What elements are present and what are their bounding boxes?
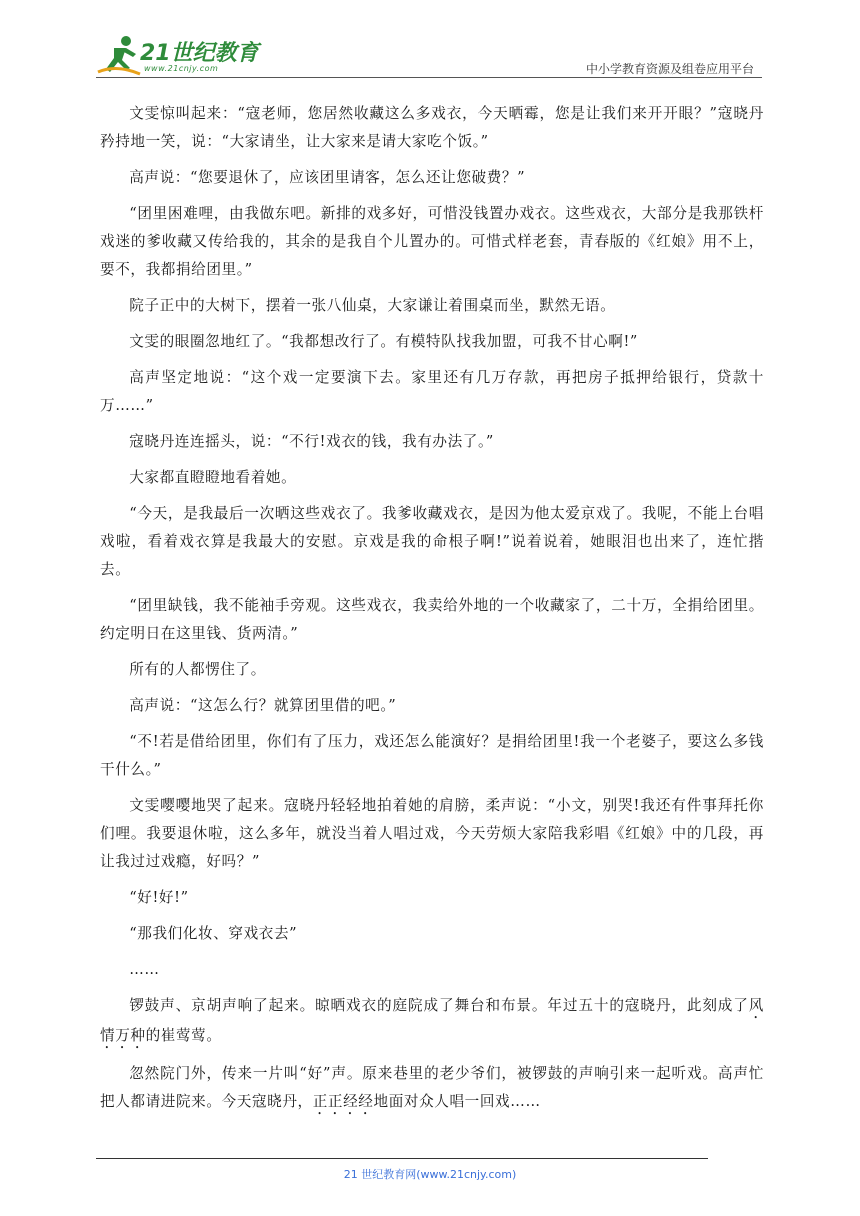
paragraph: 大家都直瞪瞪地看着她。	[129, 469, 297, 486]
footer-divider	[96, 1158, 708, 1159]
paragraph: “好!好!”	[129, 889, 189, 906]
paragraph: 所有的人都愣住了。	[129, 661, 266, 678]
paragraph: “不!若是借给团里，你们有了压力，戏还怎么能演好？是捐给团里!我一个老婆子，要这么多钱干什么。”	[100, 733, 764, 778]
emphasized-phrase: 正正经经	[312, 1093, 374, 1110]
text-span: 锣鼓声、京胡声响了起来。晾晒戏衣的庭院成了舞台和布景。年过五十的寇晓丹，此刻成了	[129, 997, 749, 1014]
paragraph: 文雯嘤嘤地哭了起来。寇晓丹轻轻地拍着她的肩膀，柔声说：“小文，别哭!我还有件事拜托你们哩。我要退休啦，这么多年，就没当着人唱过戏，今天劳烦大家陪我彩唱《红娘》中的几段，再让我过过戏瘾，好吗？”	[100, 797, 764, 870]
paragraph: “那我们化妆、穿戏衣去”	[129, 925, 298, 942]
paragraph	[100, 1060, 764, 1118]
text-span: 忽然院门外，传来一片叫“好”声。原来巷里的老少爷们，被锣鼓的声响引来一起听戏。高声忙把人都请进院来。今天寇晓丹，	[100, 1065, 764, 1110]
paragraph: 高声说：“您要退休了，应该团里请客，怎么还让您破费？”	[129, 169, 526, 186]
emphasized-phrase: 风情万种	[100, 997, 764, 1044]
logo-text: 21世纪教育	[140, 41, 259, 66]
text-span: 地面对众人唱一回戏……	[373, 1093, 541, 1110]
site-logo[interactable]	[96, 34, 266, 78]
paragraph: 高声坚定地说：“这个戏一定要演下去。家里还有几万存款，再把房子抵押给银行，贷款十万……”	[100, 369, 764, 414]
article-body	[100, 100, 764, 1118]
runner-logo-icon	[96, 34, 144, 78]
paragraph: 文雯惊叫起来：“寇老师，您居然收藏这么多戏衣，今天晒霉，您是让我们来开开眼？”寇晓丹矜持地一笑，说：“大家请坐，让大家来是请大家吃个饭。”	[100, 105, 764, 150]
logo-url: www.21cnjy.com	[144, 64, 219, 73]
paragraph: 院子正中的大树下，摆着一张八仙桌，大家谦让着围桌而坐，默然无语。	[129, 297, 616, 314]
platform-name: 中小学教育资源及组卷应用平台	[585, 62, 754, 76]
paragraph: ……	[129, 961, 160, 978]
header-divider	[96, 77, 762, 78]
paragraph: “今天，是我最后一次晒这些戏衣了。我爹收藏戏衣，是因为他太爱京戏了。我呢，不能上台唱戏啦，看着戏衣算是我最大的安慰。京戏是我的命根子啊!”说着说着，她眼泪也出来了，连忙揩去。	[100, 505, 764, 578]
page-header	[0, 0, 860, 80]
paragraph: 文雯的眼圈忽地红了。“我都想改行了。有模特队找我加盟，可我不甘心啊!”	[129, 333, 638, 350]
paragraph	[100, 992, 764, 1052]
paragraph: “团里困难哩，由我做东吧。新排的戏多好，可惜没钱置办戏衣。这些戏衣，大部分是我那铁杆戏迷的爹收藏又传给我的，其余的是我自个儿置办的。可惜式样老套，青春版的《红娘》用不上，要不，我都捐给团里。”	[100, 205, 764, 278]
paragraph: 寇晓丹连连摇头，说：“不行!戏衣的钱，我有办法了。”	[129, 433, 494, 450]
footer-link[interactable]: 21 世纪教育网(www.21cnjy.com)	[343, 1168, 517, 1181]
paragraph: 高声说：“这怎么行？就算团里借的吧。”	[129, 697, 397, 714]
paragraph: “团里缺钱，我不能袖手旁观。这些戏衣，我卖给外地的一个收藏家了，二十万，全捐给团里。约定明日在这里钱、货两清。”	[100, 597, 764, 642]
text-span: 的崔莺莺。	[145, 1027, 222, 1044]
